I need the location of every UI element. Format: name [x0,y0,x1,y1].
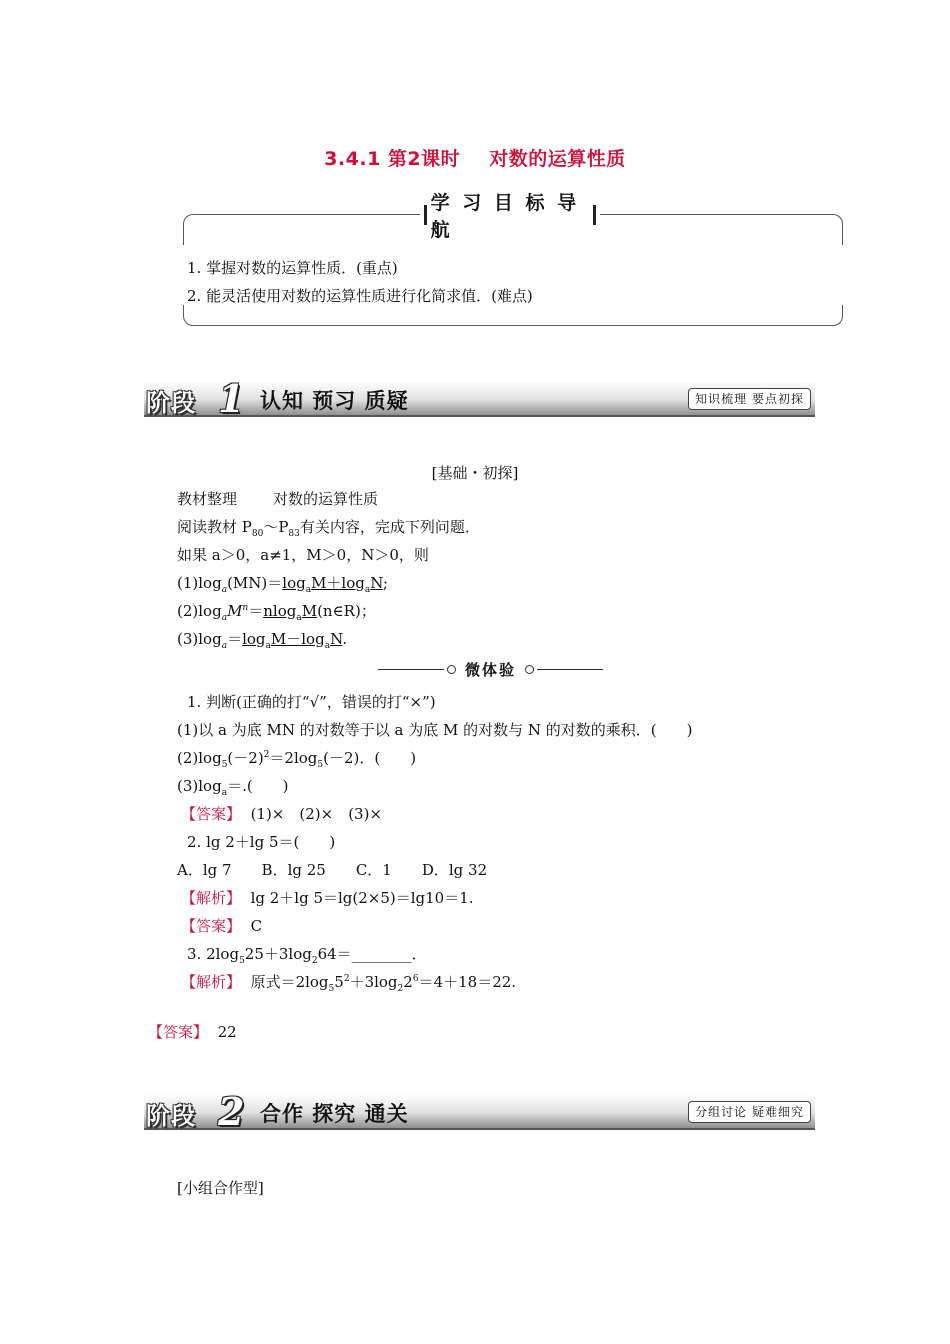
goals-heading-text: 学 习 目 标 导 航 [430,192,580,241]
analysis-label: 【解析】 [181,973,242,991]
rule-2: $(2)\log_aM^n=nlog_aM(n\in R)$； [177,602,376,623]
title-number: 3.4.1 [324,148,381,170]
stage-1-number: 1 [218,376,245,421]
question-2-options: A．lg 7 B．lg 25 C．1 D．lg 32 [177,861,488,879]
rule-1-arg: (MN)＝ [227,574,283,592]
category-basic: [基础・初探] [431,464,519,482]
rule-2-sup: n [242,603,249,613]
stage-2-banner [144,1089,815,1134]
rule-2-end: (n∈R)； [317,602,376,620]
question-1-2: $(2)\log_5(-2)^2=2\log_5(-2)$．( ) [177,749,417,770]
rule-2-rhs: nlog$_a$M [263,602,318,623]
goal-item-2: 2. 能灵活使用对数的运算性质进行化简求值．(难点) [187,287,533,305]
read-pre: 阅读教材 P [177,518,252,536]
analysis-label: 【解析】 [181,889,242,907]
goals-box-bottom [183,305,843,326]
goals-heading [420,192,600,241]
question-1-3: $(3)\log_a=$.( ) [177,777,289,798]
rule-1-end: ; [382,574,388,592]
rule-3: $(3)\log_a=\log_aM-\log_aN$. [177,630,348,651]
reading-instruction [177,516,480,539]
analysis-2 [181,887,474,908]
answer-label: 【答案】 [148,1023,209,1041]
title-topic: 对数的运算性质 [489,148,626,170]
stage-2-label: 阶段 [146,1102,196,1130]
goal-item-1: 1. 掌握对数的运算性质．(重点) [187,259,398,277]
stage-1-name: 认知 预习 质疑 [260,389,409,413]
micro-experience-divider [378,658,603,680]
rule-3-end: . [342,630,348,648]
answer-label: 【答案】 [181,805,242,823]
answer-1-text: (1)× (2)× (3)× [250,805,383,823]
micro-experience-title: 微体验 [465,660,517,679]
question-1-1: (1)以 a 为底 MN 的对数等于以 a 为底 M 的对数与 N 的对数的乘积．( ) [177,721,693,739]
rule-2-lhs: (2)log [177,602,222,620]
stage-2-name: 合作 探究 通关 [260,1102,409,1126]
title-lesson: 第2课时 [387,148,461,170]
condition-text: 如果 a＞0，a≠1，M＞0，N＞0，则 [177,546,429,564]
rule-2-eq: ＝ [248,602,264,620]
question-3: 3. $2\log_525+3\log_264=\_\_\_\_\_\_\_\_$． [187,945,427,966]
answer-1 [181,803,382,824]
read-post: 有关内容，完成下列问题． [299,518,480,536]
rule-1-rhs: $\log_aM+\log_aN$ [282,574,383,595]
question-2: 2. lg 2＋lg 5＝( ) [187,833,336,851]
material-heading-left: 教材整理 [177,490,238,508]
rule-2-arg: M [227,602,243,620]
answer-2-text: C [250,917,263,935]
stage-1-label: 阶段 [146,389,196,417]
read-mid: ～P [263,518,289,536]
rule-3-rhs: $\log_aM-\log_aN$ [242,630,343,651]
page-title [0,144,950,171]
material-heading-right: 对数的运算性质 [273,490,379,508]
rule-3-eq: ＝ [227,630,243,648]
stage-1-banner [144,376,815,421]
answer-3 [148,1021,237,1042]
analysis-3 [181,971,516,994]
stage-2-number: 2 [218,1089,245,1134]
rule-1-lhs: (1)log [177,574,222,592]
category-group: [小组合作型] [177,1179,264,1197]
analysis-3-text: 原式$=2\log_55^2+3\log_22^6=4+18=22$. [250,973,517,994]
stage-1-tag: 知识梳理 要点初探 [688,388,811,410]
answer-2 [181,915,262,936]
rule-1: $(1)\log_a(MN)=\log_aM+\log_aN$; [177,574,388,595]
analysis-2-text: lg 2＋lg 5＝lg(2×5)＝lg10＝1. [250,889,474,907]
read-page-end: 83 [288,529,300,539]
stage-2-tag: 分组讨论 疑难细究 [688,1101,811,1123]
material-heading [177,488,378,509]
answer-3-text: 22 [217,1023,237,1041]
read-page-start: 80 [251,529,264,539]
rule-3-lhs: (3)log [177,630,222,648]
question-1: 1. 判断(正确的打“√”，错误的打“×”) [187,693,436,711]
answer-label: 【答案】 [181,917,242,935]
